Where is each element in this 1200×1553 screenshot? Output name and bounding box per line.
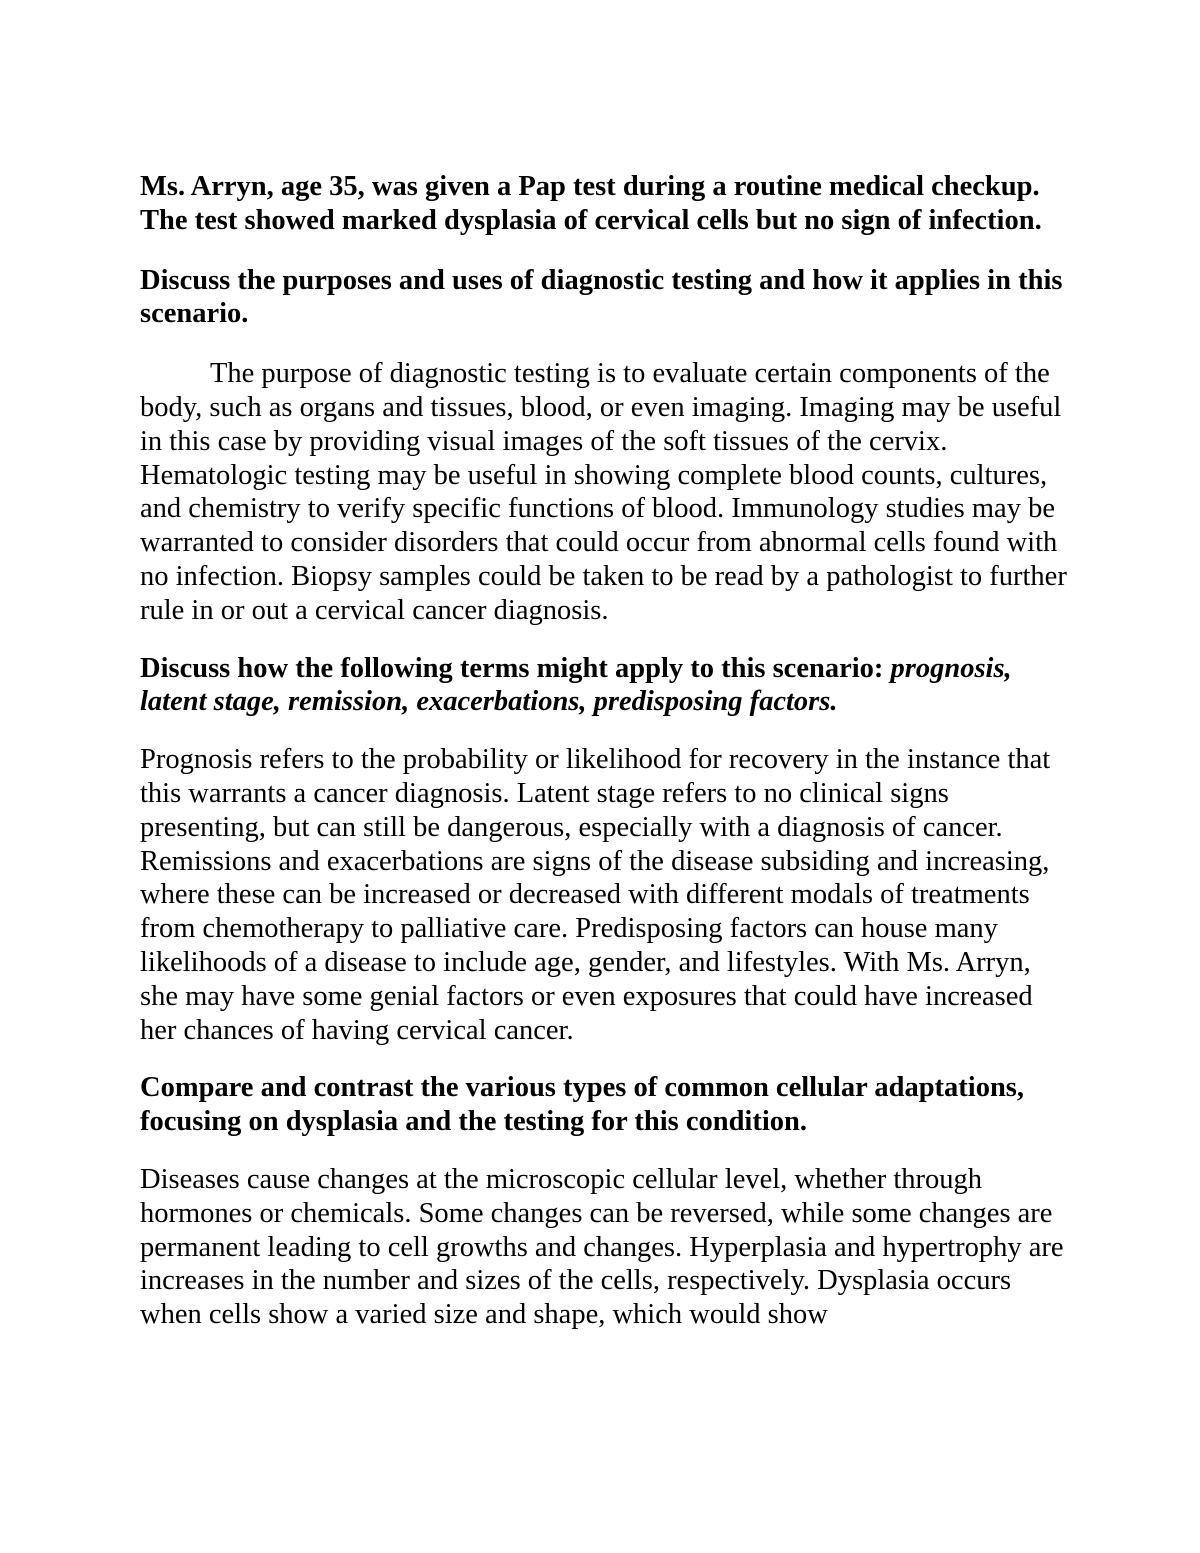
answer-3: Diseases cause changes at the microscopic cellular level, whether through hormones or chemicals. Some changes can be reversed, while some changes are permanent leading to cell growths and changes. Hyperplasia and hypertrophy are increases in the number and sizes of the cells, respectively. Dysplasia occurs when cells show a varied size and shape, which would show [140,1163,1064,1331]
question-2-prefix: Discuss how the following terms might apply to this scenario: [140,652,891,684]
answer-1: The purpose of diagnostic testing is to evaluate certain components of the body, such as organs and tissues, blood, or even imaging. Imaging may be useful in this case by providing visual images of the soft tissues of the cervix. Hematologic testing may be useful in showing complete blood counts, cultures, and chemistry to verify specific functions of blood. Immunology studies may be warranted to consider disorders that could occur from abnormal cells found with no infection. Biopsy samples could be taken to be read by a pathologist to further rule in or out a cervical cancer diagnosis. [140,358,1067,626]
document-body [140,170,1070,1332]
scenario-text: Ms. Arryn, age 35, was given a Pap test during a routine medical checkup. The test showed marked dysplasia of cervical cells but no sign of infection. [140,171,1042,236]
question-2-terms: prognosis, latent stage, remission, exacerbations, predisposing factors. [140,652,1012,718]
question-3: Compare and contrast the various types of common cellular adaptations, focusing on dysplasia and the testing for this condition. [140,1072,1025,1138]
answer-2: Prognosis refers to the probability or likelihood for recovery in the instance that this warrants a cancer diagnosis. Latent stage refers to no clinical signs presenting, but can still be dangerous, especially with a diagnosis of cancer. Remissions and exacerbations are signs of the disease subsiding and increasing, where these can be increased or decreased with different modals of treatments from chemotherapy to palliative care. Predisposing factors can house many likelihoods of a disease to include age, gender, and lifestyles. With Ms. Arryn, she may have some genial factors or even exposures that could have increased her chances of having cervical cancer. [140,744,1051,1046]
question-2 [140,652,1070,720]
question-1: Discuss the purposes and uses of diagnostic testing and how it applies in this scenario. [140,264,1063,330]
